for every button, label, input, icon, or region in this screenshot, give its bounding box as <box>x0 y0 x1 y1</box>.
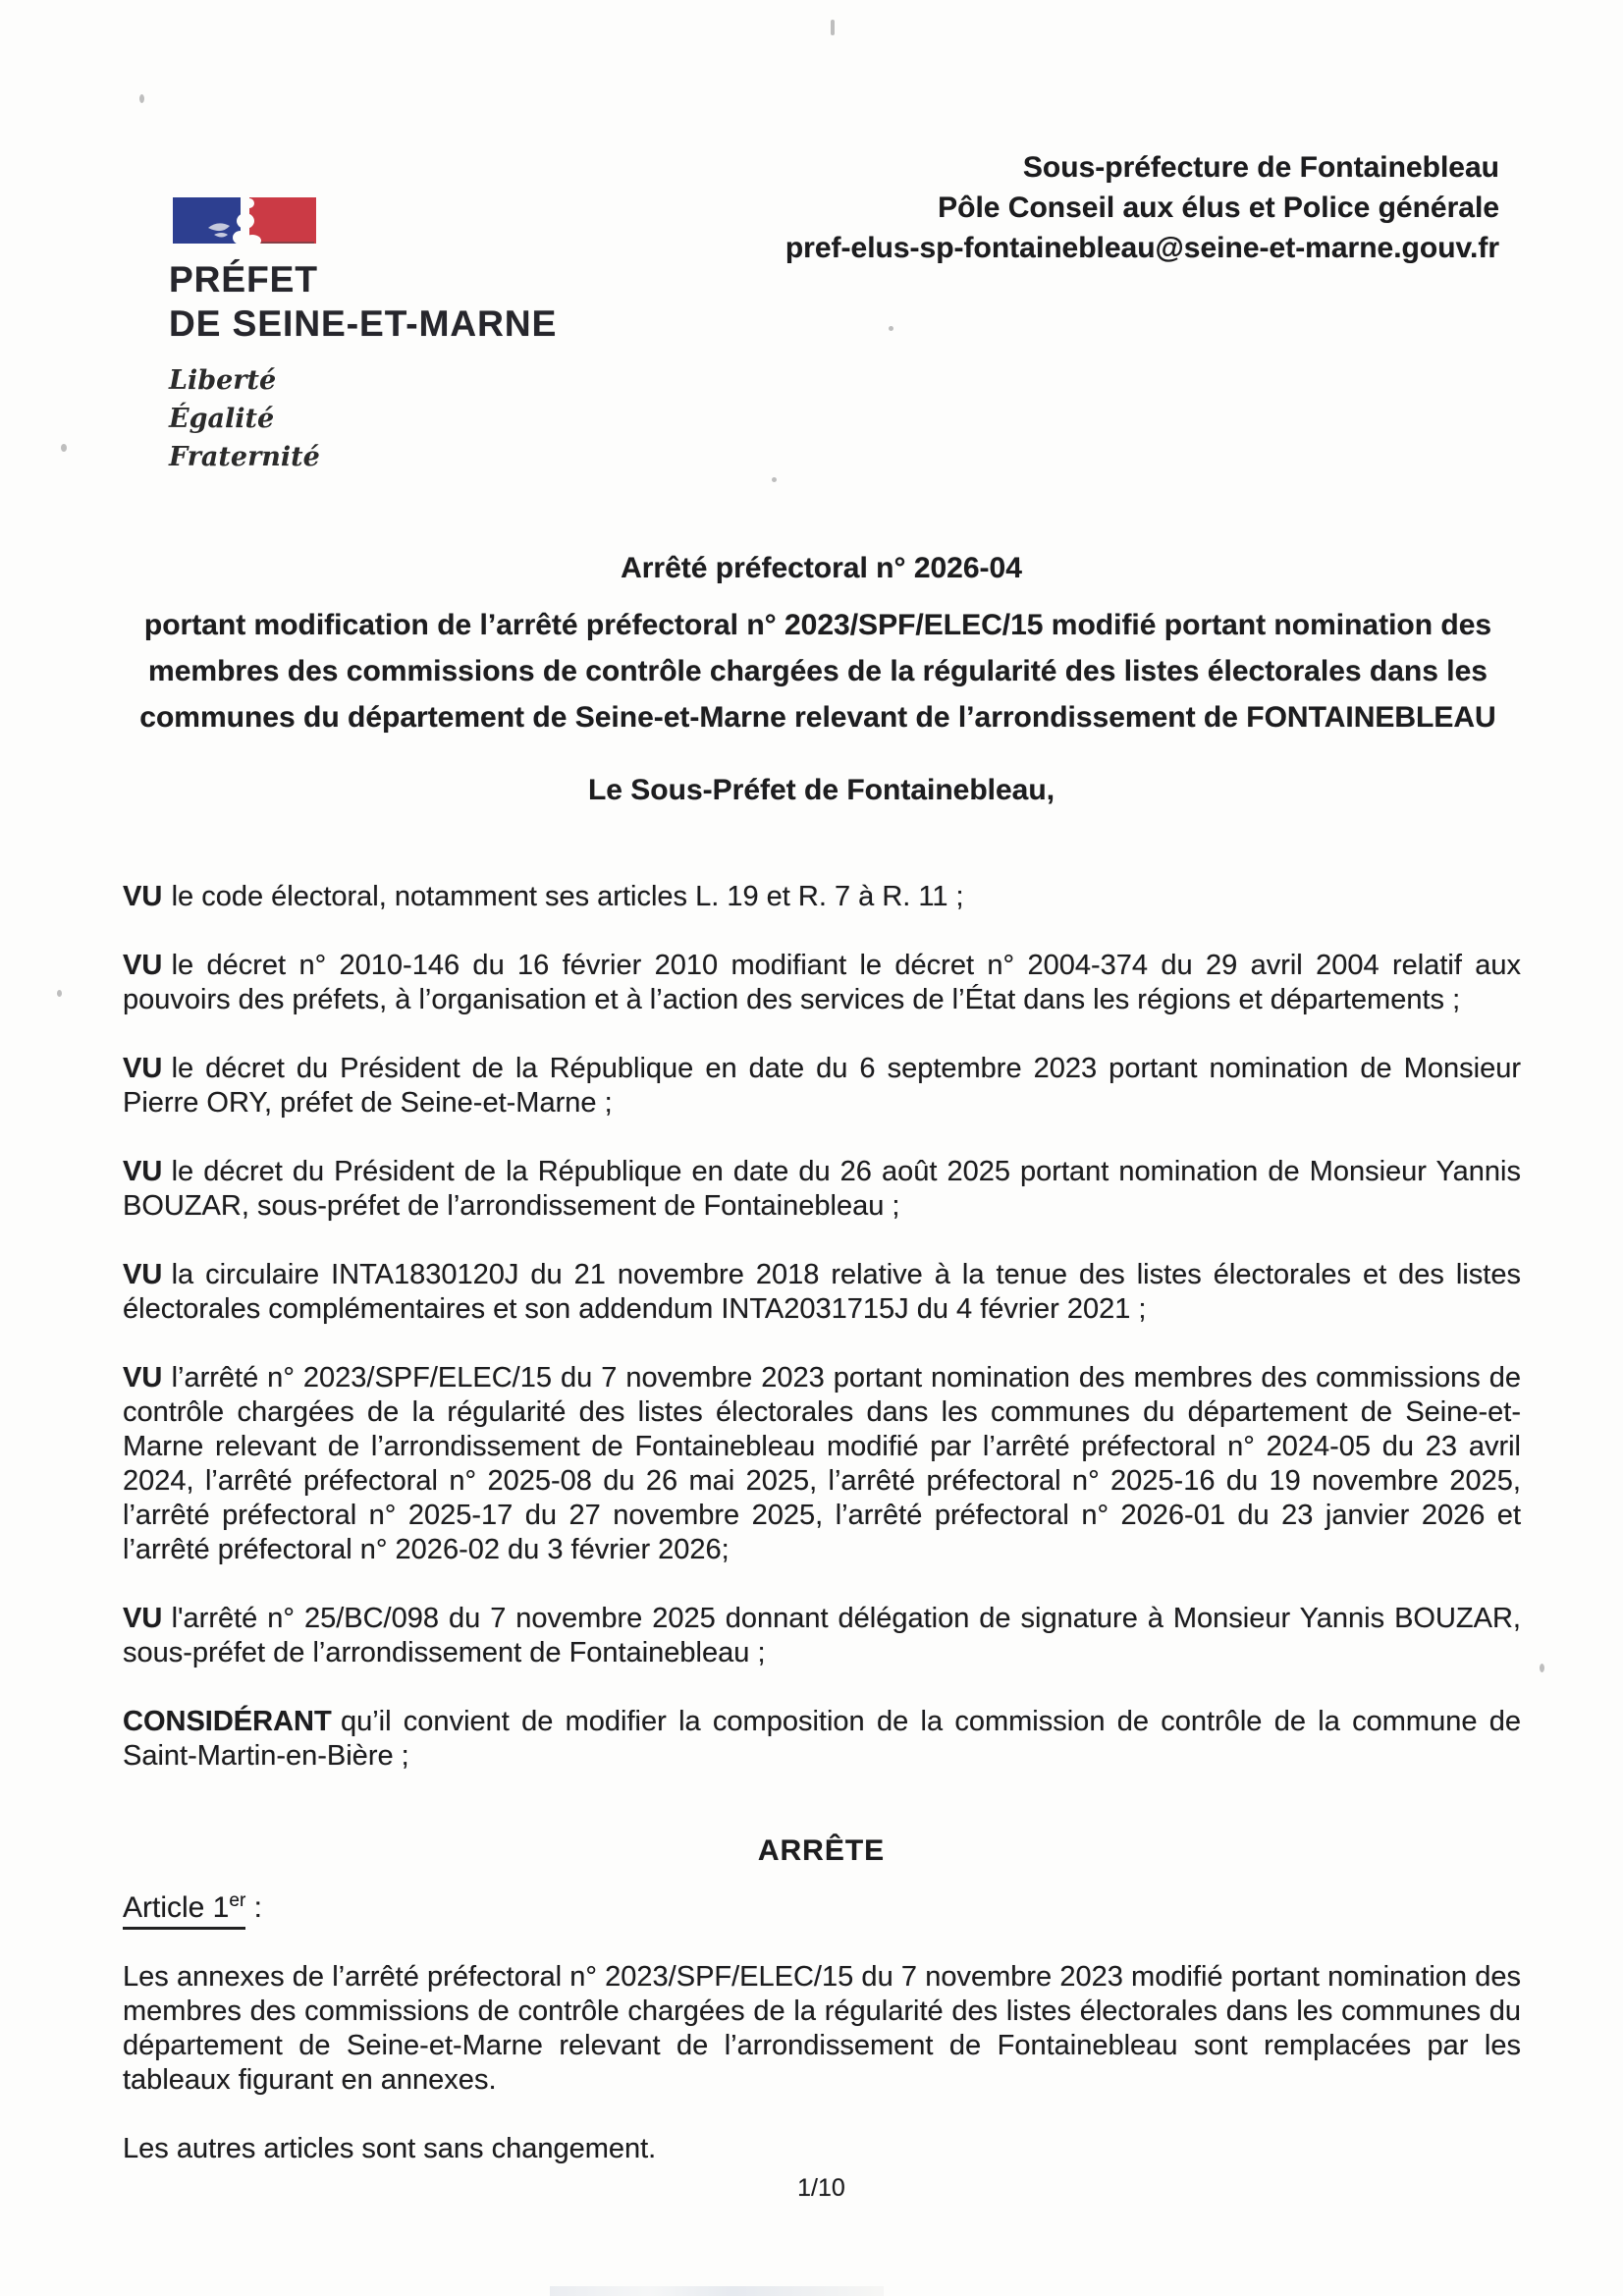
prefecture-name <box>169 257 679 346</box>
article-1-paragraph: Les annexes de l’arrêté préfectoral n° 2023/SPF/ELEC/15 du 7 novembre 2023 modifié portant nomination des membres des commissions de contrôle chargées de la régularité des listes électorales dans les communes du département de Seine-et-Marne relevant de l’arrondissement de Fontainebleau sont remplacées par les tableaux figurant en annexes. <box>123 1961 1521 2096</box>
article-1-prefix: Article 1 <box>123 1891 230 1924</box>
office-email: pref-elus-sp-fontainebleau@seine-et-marne.gouv.fr <box>784 232 1499 264</box>
recital-lead: VU <box>123 1156 163 1187</box>
motto-liberte: Liberté <box>169 365 277 396</box>
recital-vu-6 <box>123 1361 1521 1567</box>
article-1-colon: : <box>245 1891 262 1924</box>
recital-text: le décret du Président de la République en date du 26 août 2025 portant nomination de Monsieur Yannis BOUZAR, sous-préfet de l’arrondissement de Fontainebleau ; <box>123 1156 1521 1222</box>
scan-artifact <box>139 94 144 103</box>
scan-edge-artifact <box>550 2286 884 2296</box>
issuer-line: Le Sous-Préfet de Fontainebleau, <box>587 774 1055 806</box>
office-name: Sous-préfecture de Fontainebleau <box>1022 151 1499 184</box>
article-1-superscript: er <box>229 1890 246 1911</box>
scan-artifact <box>57 990 62 997</box>
recital-vu-1 <box>123 880 1521 914</box>
recital-text: le décret n° 2010-146 du 16 février 2010 modifiant le décret n° 2004-374 du 29 avril 2004 relatif aux pouvoirs des préfets, à l’organisation et à l’action des services de l’État dans les régions et départements ; <box>123 950 1521 1015</box>
prefecture-logo-block <box>169 194 679 476</box>
recital-text: qu’il convient de modifier la composition de la commission de contrôle de la commune de Saint-Martin-en-Bière ; <box>123 1706 1521 1772</box>
recital-vu-7 <box>123 1602 1521 1670</box>
recital-vu-2 <box>123 949 1521 1017</box>
arrete-heading: ARRÊTE <box>757 1834 886 1867</box>
article-1-label <box>123 1890 262 1925</box>
motto-egalite: Égalité <box>169 404 275 434</box>
scan-artifact <box>889 326 893 331</box>
recital-vu-4 <box>123 1155 1521 1224</box>
recital-lead: VU <box>123 881 163 912</box>
document-subtitle: portant modification de l’arrêté préfectoral n° 2023/SPF/ELEC/15 modifié portant nomination des membres des commissions de contrôle chargées de la régularité des listes électorales dans les communes du département de Seine-et-Marne relevant de l’arrondissement de FONTAINEBLEAU <box>139 609 1496 734</box>
scan-artifact <box>772 477 777 482</box>
recital-text: le décret du Président de la République en date du 6 septembre 2023 portant nomination de Monsieur Pierre ORY, préfet de Seine-et-Marne ; <box>123 1053 1521 1119</box>
issuing-office-block <box>785 147 1499 268</box>
prefecture-name-line1: PRÉFET <box>169 259 318 300</box>
prefecture-name-line2: DE SEINE-ET-MARNE <box>169 303 558 344</box>
page-number: 1/10 <box>797 2174 845 2202</box>
recital-considerant <box>123 1705 1521 1774</box>
scan-artifact <box>831 20 835 35</box>
motto-fraternite: Fraternité <box>169 442 320 472</box>
recital-lead: VU <box>123 950 163 981</box>
recital-text: le code électoral, notamment ses articles L. 19 et R. 7 à R. 11 ; <box>171 881 964 912</box>
recital-text: la circulaire INTA1830120J du 21 novembre 2018 relative à la tenue des listes électorales et des listes électorales complémentaires et son addendum INTA2031715J du 4 février 2021 ; <box>123 1259 1521 1325</box>
recital-lead: VU <box>123 1053 163 1084</box>
recital-vu-3 <box>123 1052 1521 1121</box>
recital-lead: VU <box>123 1259 163 1290</box>
recital-lead: VU <box>123 1603 163 1634</box>
article-1-underlined <box>123 1891 245 1930</box>
document-title: Arrêté préfectoral n° 2026-04 <box>621 552 1022 584</box>
recital-text: l'arrêté n° 25/BC/098 du 7 novembre 2025 donnant délégation de signature à Monsieur Yannis BOUZAR, sous-préfet de l’arrondissement de Fontainebleau ; <box>123 1603 1521 1668</box>
recital-vu-5 <box>123 1258 1521 1327</box>
scan-artifact <box>1540 1664 1544 1672</box>
scan-artifact <box>61 444 67 452</box>
recitals-section <box>123 880 1521 1808</box>
recital-text: l’arrêté n° 2023/SPF/ELEC/15 du 7 novembre 2023 portant nomination des membres des commissions de contrôle chargées de la régularité des listes électorales dans les communes du département de Seine-et-Marne relevant de l’arrondissement de Fontainebleau modifié par l’arrêté préfectoral n° 2024-05 du 23 avril 2024, l’arrêté préfectoral n° 2025-08 du 26 mai 2025, l’arrêté préfectoral n° 2025-16 du 19 novembre 2025, l’arrêté préfectoral n° 2025-17 du 27 novembre 2025, l’arrêté préfectoral n° 2026-01 du 23 janvier 2026 et l’arrêté préfectoral n° 2026-02 du 3 février 2026; <box>123 1362 1521 1565</box>
republic-motto <box>169 361 679 476</box>
article-1-body <box>123 1960 1521 2201</box>
french-flag-logo-icon <box>171 194 320 247</box>
other-articles-note: Les autres articles sont sans changement. <box>123 2133 657 2164</box>
recital-lead: VU <box>123 1362 163 1394</box>
recital-lead: CONSIDÉRANT <box>123 1706 332 1737</box>
office-department: Pôle Conseil aux élus et Police générale <box>938 191 1499 224</box>
